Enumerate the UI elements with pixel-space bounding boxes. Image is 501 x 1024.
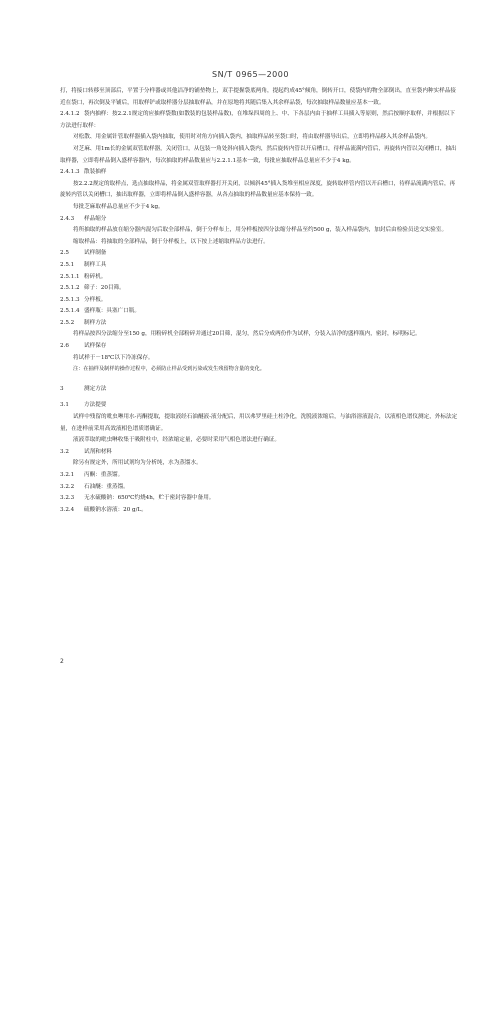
section-heading bbox=[60, 295, 458, 307]
section-number: 2.6 bbox=[60, 343, 69, 350]
section-number: 3.2 bbox=[60, 448, 69, 455]
section-heading bbox=[60, 248, 458, 260]
section-title: 散装抽样 bbox=[84, 169, 107, 176]
standard-number-header: SN/T 0965—2000 bbox=[212, 70, 289, 79]
section-heading bbox=[60, 384, 458, 396]
section-title: 无水硫酸钠：650℃灼烧4h，贮于密封容器中备用。 bbox=[84, 495, 215, 502]
note-paragraph: 注：在抽样及制样的操作过程中，必须防止样品受到污染或发生残留物含量的变化。 bbox=[73, 366, 265, 373]
section-heading bbox=[60, 214, 458, 226]
section-title: 制样工具 bbox=[84, 261, 107, 268]
section-title: 试样制备 bbox=[84, 250, 107, 257]
section-heading bbox=[60, 400, 458, 412]
section-number: 2.5.1.4 bbox=[60, 308, 80, 315]
body-paragraph: 缩取样品：将抽取的全部样品，倒于分样板上，以下按上述缩取样品方法进行。 bbox=[73, 238, 269, 245]
section-title: 方法提要 bbox=[84, 402, 107, 409]
document-body bbox=[60, 86, 458, 516]
section-title: 分样板。 bbox=[84, 296, 107, 303]
section-title: 试剂和材料 bbox=[84, 448, 112, 455]
section-title: 制样方法 bbox=[84, 319, 107, 326]
body-paragraph: 除另有规定外，所用试剂均为分析纯，水为蒸馏水。 bbox=[73, 460, 202, 467]
section-number: 3.2.3 bbox=[60, 495, 75, 502]
body-paragraph: 打，将接口转移至顶部后，平置于分样器或其他洁净的铺垫物上，双手提握袋底两角，提起约成45°倾角，倒转开口，使袋内的物全部倒出，直至袋内种实样品接近在袋口，再次倒及平铺后，用取样铲或取样器分层抽取样品，并在原地将其随后集入其余样品袋，每次抽取样品数量应基本一致。 bbox=[60, 88, 456, 106]
section-heading bbox=[60, 318, 458, 330]
section-title: 袋内抽样：按2.2.1规定的应抽样袋数(如散装的包装样品数)，在堆垛四周的上、中、下各层内由于抽样工具插入等原则，然后按顺序取样，并根据以下方法进行取样： bbox=[60, 111, 456, 129]
section-title: 丙酮：重蒸馏。 bbox=[84, 472, 124, 478]
body-paragraph: 将试样于－18℃以下冷冻保存。 bbox=[73, 354, 154, 361]
section-number: 2.5.1.2 bbox=[60, 285, 80, 292]
section-heading bbox=[60, 109, 458, 132]
section-heading bbox=[60, 272, 458, 284]
section-number: 2.4.1.2 bbox=[60, 111, 80, 118]
section-heading bbox=[60, 260, 458, 272]
body-paragraph: 每批芝麻取样品总量应不少于4 kg。 bbox=[73, 203, 164, 210]
section-title: 筛子：20目筛。 bbox=[84, 285, 125, 292]
section-heading bbox=[60, 447, 458, 459]
section-heading bbox=[60, 482, 458, 494]
section-number: 3 bbox=[60, 385, 64, 392]
section-number: 2.5.1.3 bbox=[60, 296, 80, 303]
section-heading bbox=[60, 306, 458, 318]
section-title: 试样保存 bbox=[84, 343, 107, 350]
section-heading bbox=[60, 505, 458, 517]
section-title: 样品缩分 bbox=[84, 215, 107, 222]
section-heading bbox=[60, 167, 458, 179]
section-title: 测定方法 bbox=[84, 385, 107, 392]
section-title: 粉碎机。 bbox=[84, 273, 107, 280]
body-paragraph: 对松散、用金属针管取样器插入袋内抽取，使用时对角方向插入袋内，抽取样品转至袋口时，将由取样器导出后，立即将样品移入其余样品袋内。 bbox=[73, 134, 432, 141]
body-paragraph: 将所抽取的样品放在缩分器内混匀后取全部样品，倒于分样布上，用分样板按四分法缩分样品至约500 g，装入样品袋内，加封后由检验员送交实验室。 bbox=[73, 227, 448, 234]
body-paragraph: 按2.2.2规定的取样点，选点抽取样品，将金属双管取样器打开关闭，以倾斜45°插入货堆至相应深度，旋转取样管内管以开启槽口，待样品流满内管后，再旋转内管以关闭槽口，抽出取样器，立即将样品倒入盛样容器，从各点抽取的样品数量应基本保持一致。 bbox=[60, 180, 456, 199]
section-title: 石油醚：重蒸馏。 bbox=[84, 483, 129, 490]
page-number: 2 bbox=[60, 658, 64, 665]
section-number: 2.5 bbox=[60, 250, 69, 257]
section-heading bbox=[60, 470, 458, 482]
section-title: 盛样瓶：具塞广口瓶。 bbox=[84, 308, 140, 315]
body-paragraph: 液液萃取的吡虫啉收集于吸附柱中，经浓缩定量，必要时采用气相色谱法进行确证。 bbox=[73, 437, 280, 444]
section-number: 2.4.1.3 bbox=[60, 169, 80, 176]
section-heading bbox=[60, 341, 458, 353]
section-title: 硫酸钠水溶液：20 g/L。 bbox=[84, 506, 147, 513]
section-number: 3.2.2 bbox=[60, 483, 75, 490]
section-number: 2.5.1 bbox=[60, 261, 75, 268]
body-paragraph: 试样中残留的吡虫啉用水-丙酮提取，提取液经石油醚液-液分配后，用以弗罗里硅土柱净化，洗脱液浓缩后，与油浴溶液混合，以液相色谱仪测定，外标法定量，在进样前采用高效液相色谱质谱确证。 bbox=[60, 414, 458, 432]
section-number: 2.5.1.1 bbox=[60, 273, 80, 280]
section-number: 3.2.4 bbox=[60, 506, 75, 513]
section-number: 2.5.2 bbox=[60, 319, 75, 326]
body-paragraph: 将样品按四分法缩分至150 g，用粉碎机全部粉碎并通过20目筛，混匀，然后分成两份作为试样，分装入洁净的盛样瓶内，密封，标明标记。 bbox=[73, 331, 421, 338]
section-heading bbox=[60, 493, 458, 505]
section-number: 3.1 bbox=[60, 402, 69, 409]
body-paragraph: 对芝麻、用1m长的金属双管取样器，关闭管口，从包装一角处斜向插入袋内，然后旋转内管以开启槽口，待样品流满内管后，再旋转内管以关闭槽口，抽出取样器，立即将样品倒入盛样容器内，每次抽取的样品数量应与2.2.1.1基本一致，每批应抽取样品总量应不少于4 kg。 bbox=[60, 145, 457, 164]
section-heading bbox=[60, 283, 458, 295]
section-number: 3.2.1 bbox=[60, 472, 75, 478]
section-number: 2.4.3 bbox=[60, 215, 75, 222]
